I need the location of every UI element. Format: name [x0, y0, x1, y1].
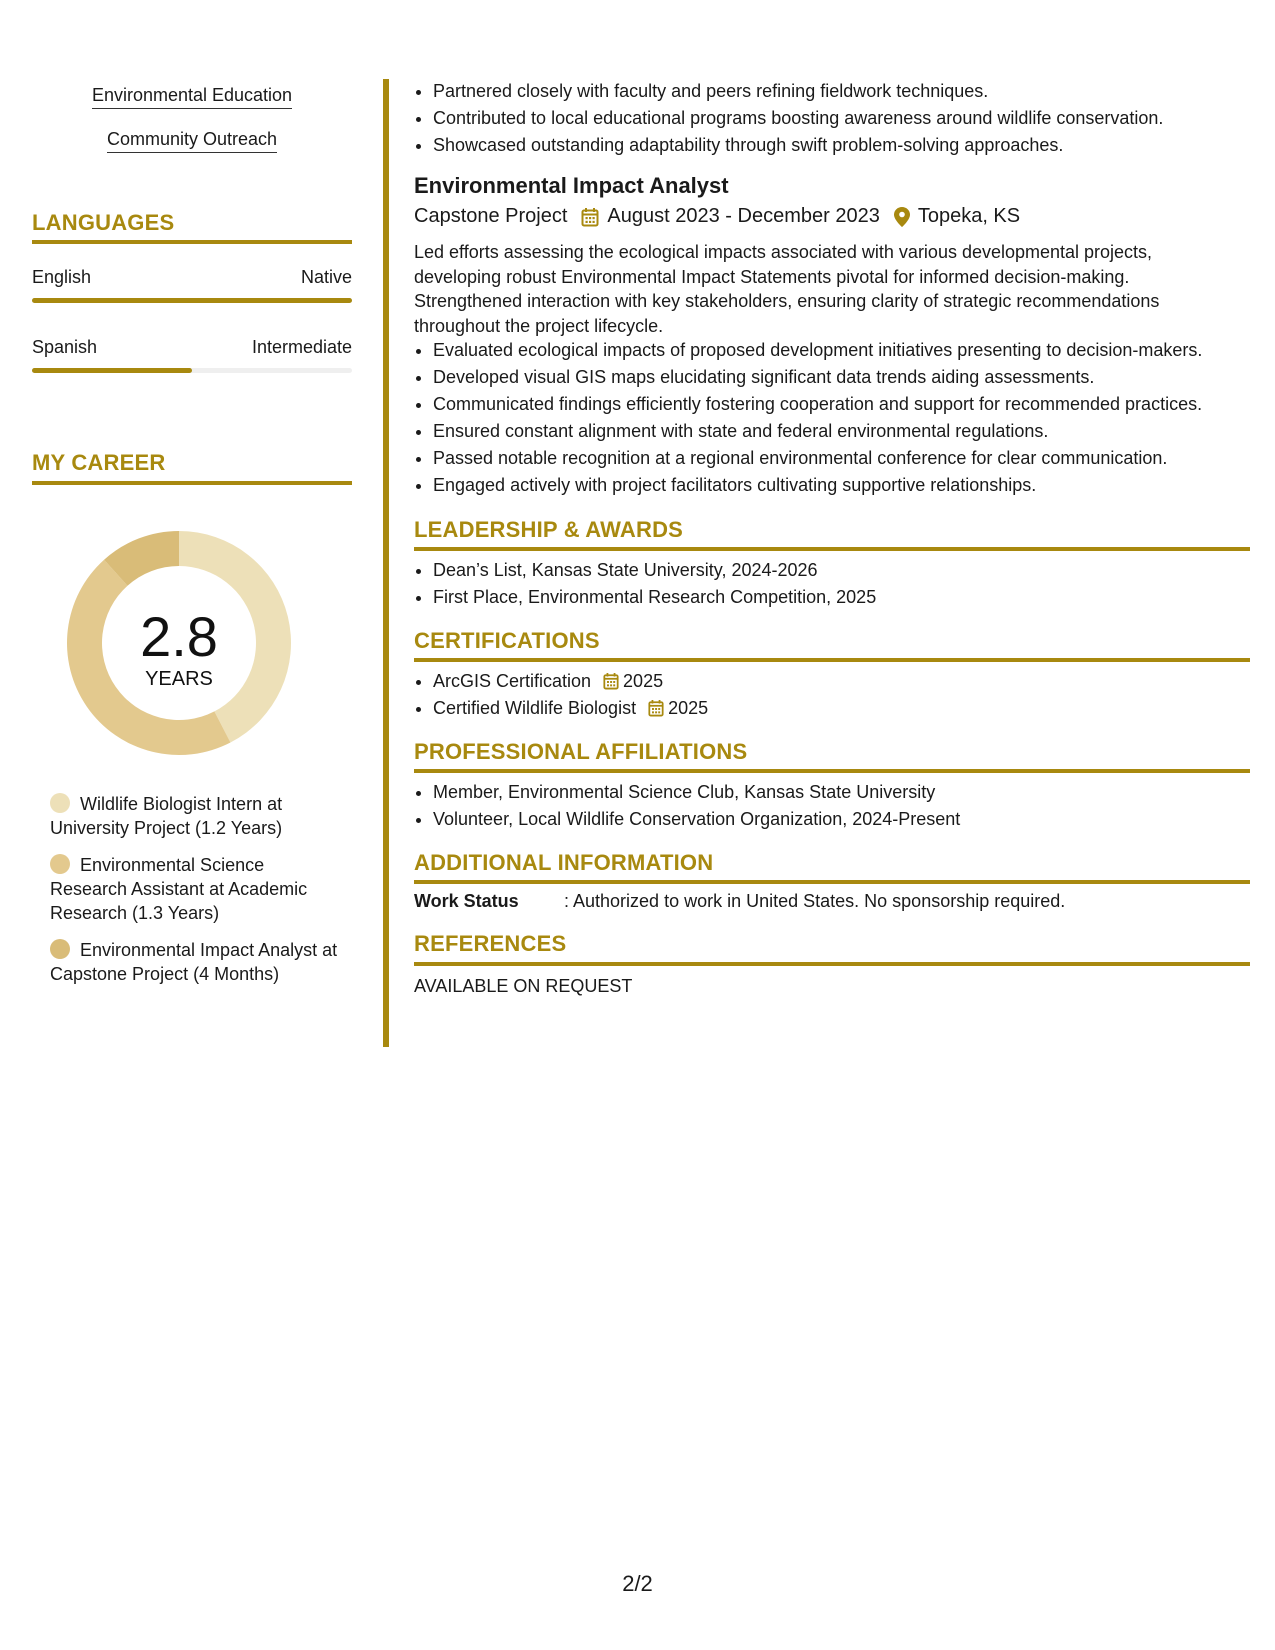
- language-level: Native: [300, 267, 352, 287]
- language-bar: [32, 368, 352, 373]
- career-donut-chart: [66, 530, 292, 756]
- certifications-list: [414, 668, 1273, 722]
- list-item: • Passed notable recognition at a regional environmental conference for clear communication.: [433, 445, 1273, 472]
- job-description: Led efforts assessing the ecological impacts associated with various developmental projects, developing robust Environmental Impact Statements pivotal for informed decision-making. Strengthened interaction with key stakeholders, ensuring clarity of strategic recommendations throughout the project lifecycle.: [414, 242, 1160, 336]
- job-bullets: [414, 337, 1273, 499]
- legend-dot: [50, 793, 70, 813]
- list-item: • Showcased outstanding adaptability through swift problem-solving approaches.: [433, 132, 1273, 159]
- list-item: • ArcGIS Certification 2025: [433, 668, 1273, 695]
- section-rule: [414, 547, 1250, 551]
- career-legend-item: Environmental Science Research Assistant at Academic Research (1.3 Years): [50, 855, 308, 923]
- awards-heading: LEADERSHIP & AWARDS: [414, 517, 684, 542]
- language-bar-fill: [32, 298, 352, 303]
- language-name: Spanish: [32, 337, 98, 357]
- section-rule: [32, 481, 352, 485]
- job-title: Environmental Impact Analyst: [414, 173, 729, 198]
- calendar-icon: [581, 207, 599, 227]
- skill-item: Environmental Education: [32, 85, 352, 109]
- list-item: • First Place, Environmental Research Competition, 2025: [433, 584, 1273, 611]
- affiliations-heading: PROFESSIONAL AFFILIATIONS: [414, 739, 748, 764]
- page-number: 2/2: [622, 1571, 653, 1596]
- list-item: • Communicated findings efficiently fostering cooperation and support for recommended practices.: [433, 391, 1273, 418]
- career-legend-item: Wildlife Biologist Intern at University Project (1.2 Years): [50, 794, 283, 838]
- list-item: • Contributed to local educational programs boosting awareness around wildlife conservation.: [433, 105, 1273, 132]
- list-item: • Dean’s List, Kansas State University, 2024-2026: [433, 557, 1273, 584]
- career-legend-item: Environmental Impact Analyst at Capstone Project (4 Months): [50, 940, 338, 984]
- list-item: • Certified Wildlife Biologist 2025: [433, 695, 1273, 722]
- section-rule: [414, 658, 1250, 662]
- career-unit: YEARS: [145, 668, 213, 690]
- list-item: • Engaged actively with project facilitators cultivating supportive relationships.: [433, 472, 1273, 499]
- job-company: Capstone Project: [414, 205, 568, 227]
- language-row: [32, 267, 352, 288]
- work-status-value: : Authorized to work in United States. No sponsorship required.: [564, 891, 1066, 911]
- column-divider: [383, 79, 389, 1047]
- work-status-label: Work Status: [414, 891, 519, 911]
- job-location: Topeka, KS: [917, 205, 1021, 227]
- skill-item: Community Outreach: [32, 129, 352, 153]
- list-item: • Volunteer, Local Wildlife Conservation Organization, 2024-Present: [433, 806, 1273, 833]
- language-level: Intermediate: [251, 337, 352, 357]
- language-bar: [32, 298, 352, 303]
- calendar-icon: [603, 672, 619, 690]
- language-row: [32, 337, 352, 358]
- legend-dot: [50, 939, 70, 959]
- language-name: English: [32, 267, 92, 287]
- list-item: • Developed visual GIS maps elucidating significant data trends aiding assessments.: [433, 364, 1273, 391]
- section-rule: [414, 769, 1250, 773]
- job-dates: August 2023 - December 2023: [607, 205, 880, 227]
- location-pin-icon: [894, 207, 910, 227]
- legend-dot: [50, 854, 70, 874]
- work-status-row: [414, 891, 1065, 912]
- list-item: • Evaluated ecological impacts of proposed development initiatives presenting to decision-makers.: [433, 337, 1273, 364]
- affiliations-list: [414, 779, 1273, 833]
- career-heading: MY CAREER: [32, 450, 166, 475]
- references-text: AVAILABLE ON REQUEST: [414, 976, 633, 996]
- references-heading: REFERENCES: [414, 931, 567, 956]
- section-rule: [414, 962, 1250, 966]
- previous-job-bullets: [414, 78, 1273, 159]
- career-total: 2.8: [140, 605, 218, 668]
- list-item: • Member, Environmental Science Club, Kansas State University: [433, 779, 1273, 806]
- language-bar-fill: [32, 368, 192, 373]
- awards-list: [414, 557, 1273, 611]
- list-item: • Partnered closely with faculty and peers refining fieldwork techniques.: [433, 78, 1273, 105]
- section-rule: [32, 240, 352, 244]
- calendar-icon: [648, 699, 664, 717]
- languages-heading: LANGUAGES: [32, 210, 175, 235]
- list-item: • Ensured constant alignment with state and federal environmental regulations.: [433, 418, 1273, 445]
- additional-info-heading: ADDITIONAL INFORMATION: [414, 850, 714, 875]
- certifications-heading: CERTIFICATIONS: [414, 628, 600, 653]
- section-rule: [414, 880, 1250, 884]
- job-meta: [414, 205, 1020, 228]
